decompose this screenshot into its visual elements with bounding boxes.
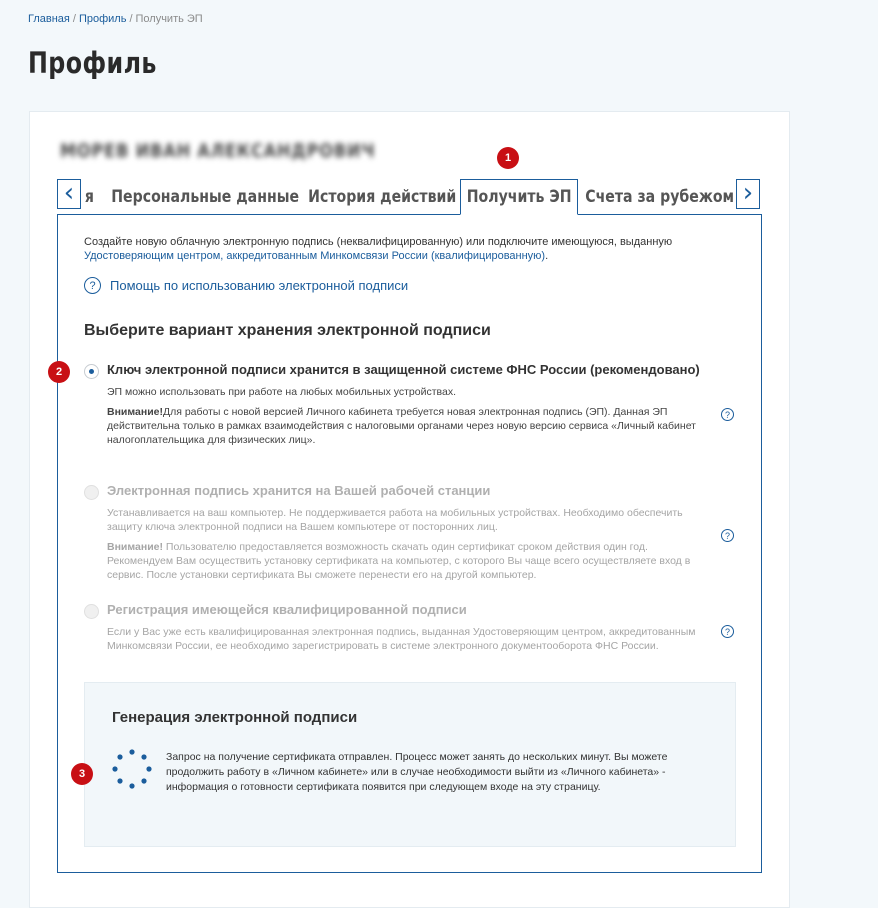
question-icon[interactable]: ? <box>721 408 734 421</box>
storage-option-workstation <box>84 483 714 582</box>
option-title: Ключ электронной подписи хранится в защищенной системе ФНС России (рекомендовано) <box>107 362 700 377</box>
radio-workstation-storage <box>84 485 99 500</box>
user-full-name: МОРЕВ ИВАН АЛЕКСАНДРОВИЧ <box>60 140 376 162</box>
signature-help-label: Помощь по использованию электронной подписи <box>110 278 409 293</box>
tab-history[interactable]: История действий <box>307 187 457 207</box>
storage-section-title: Выберите вариант хранения электронной подписи <box>84 322 491 339</box>
signature-generation-box <box>84 682 736 847</box>
question-icon: ? <box>84 277 101 294</box>
tabs-next-button[interactable] <box>736 179 760 209</box>
annotation-marker-2: 2 <box>48 361 70 383</box>
generation-title: Генерация электронной подписи <box>112 709 358 726</box>
radio-qualified-registration <box>84 604 99 619</box>
breadcrumb-separator: / <box>129 13 133 25</box>
chevron-right-icon: › <box>742 178 754 208</box>
breadcrumb-separator: / <box>72 13 76 25</box>
annotation-marker-3: 3 <box>71 763 93 785</box>
option-description: Устанавливается на ваш компьютер. Не поддерживается работа на мобильных устройствах. Необходимо обеспечить защиту ключа электронной подписи на Вашем компьютере от посторонних лиц. Внимание! Пользователю предоставляется возможность скачать один сертификат сроком действия один год. Рекомендуем Вам осуществить установку сертификата на компьютер, с которого Вы чаще всего осуществляете вход в сервис. После установки сертификата Вы сможете перенести его на другой компьютер. <box>107 507 691 581</box>
tab-panel-get-signature <box>57 214 762 873</box>
accredited-center-link[interactable]: Удостоверяющим центром, аккредитованным Минкомсвязи России (квалифицированную) <box>84 250 546 262</box>
tab-get-signature[interactable]: Получить ЭП <box>460 179 578 215</box>
generation-status-text: Запрос на получение сертификата отправлен. Процесс может занять до нескольких минут. Вы можете продолжить работу в «Личном кабинете» или в случае необходимости выйти из «Личного кабинета» - информация о готовности сертификата появится при следующем входе на эту страницу. <box>166 751 668 793</box>
question-icon[interactable]: ? <box>721 625 734 638</box>
question-icon[interactable]: ? <box>721 529 734 542</box>
tab-partial[interactable]: я <box>84 187 94 207</box>
tab-personal-data[interactable]: Персональные данные <box>111 187 299 207</box>
breadcrumb-profile-link[interactable]: Профиль <box>78 13 127 25</box>
radio-fns-storage[interactable] <box>84 364 99 379</box>
annotation-marker-1: 1 <box>497 147 519 169</box>
page-title: Профиль <box>28 46 157 80</box>
option-description: Если у Вас уже есть квалифицированная электронная подпись, выданная Удостоверяющим центром, аккредитованным Минкомсвязи России, ее необходимо зарегистрировать в системе электронного документооборота ФНС России. <box>107 626 696 652</box>
storage-option-qualified <box>84 602 714 653</box>
chevron-left-icon: ‹ <box>63 178 75 208</box>
loading-spinner-icon <box>112 749 152 789</box>
profile-card <box>29 111 790 908</box>
breadcrumb-current: Получить ЭП <box>135 13 203 25</box>
signature-help-link[interactable] <box>84 277 408 294</box>
tabs-prev-button[interactable] <box>57 179 81 209</box>
profile-tabs <box>57 179 762 215</box>
option-title: Регистрация имеющейся квалифицированной подписи <box>107 602 467 617</box>
breadcrumb <box>28 13 203 25</box>
storage-option-fns[interactable] <box>84 362 714 447</box>
tab-foreign-accounts[interactable]: Счета за рубежом <box>585 187 734 207</box>
breadcrumb-home-link[interactable]: Главная <box>28 13 70 25</box>
option-description: ЭП можно использовать при работе на любых мобильных устройствах. Внимание!Для работы с новой версией Личного кабинета требуется новая электронная подпись (ЭП). Данная ЭП действительна только в рамках взаимодействия с налоговыми органами через новую версию сервиса «Личный кабинет налогоплательщика для физических лиц». <box>107 386 696 446</box>
option-title: Электронная подпись хранится на Вашей рабочей станции <box>107 483 491 498</box>
intro-text: Создайте новую облачную электронную подпись (неквалифицированную) или подключите имеющуюся, выданную Удостоверяющим центром, аккредитованным Минкомсвязи России (квалифицированную). <box>84 236 673 262</box>
